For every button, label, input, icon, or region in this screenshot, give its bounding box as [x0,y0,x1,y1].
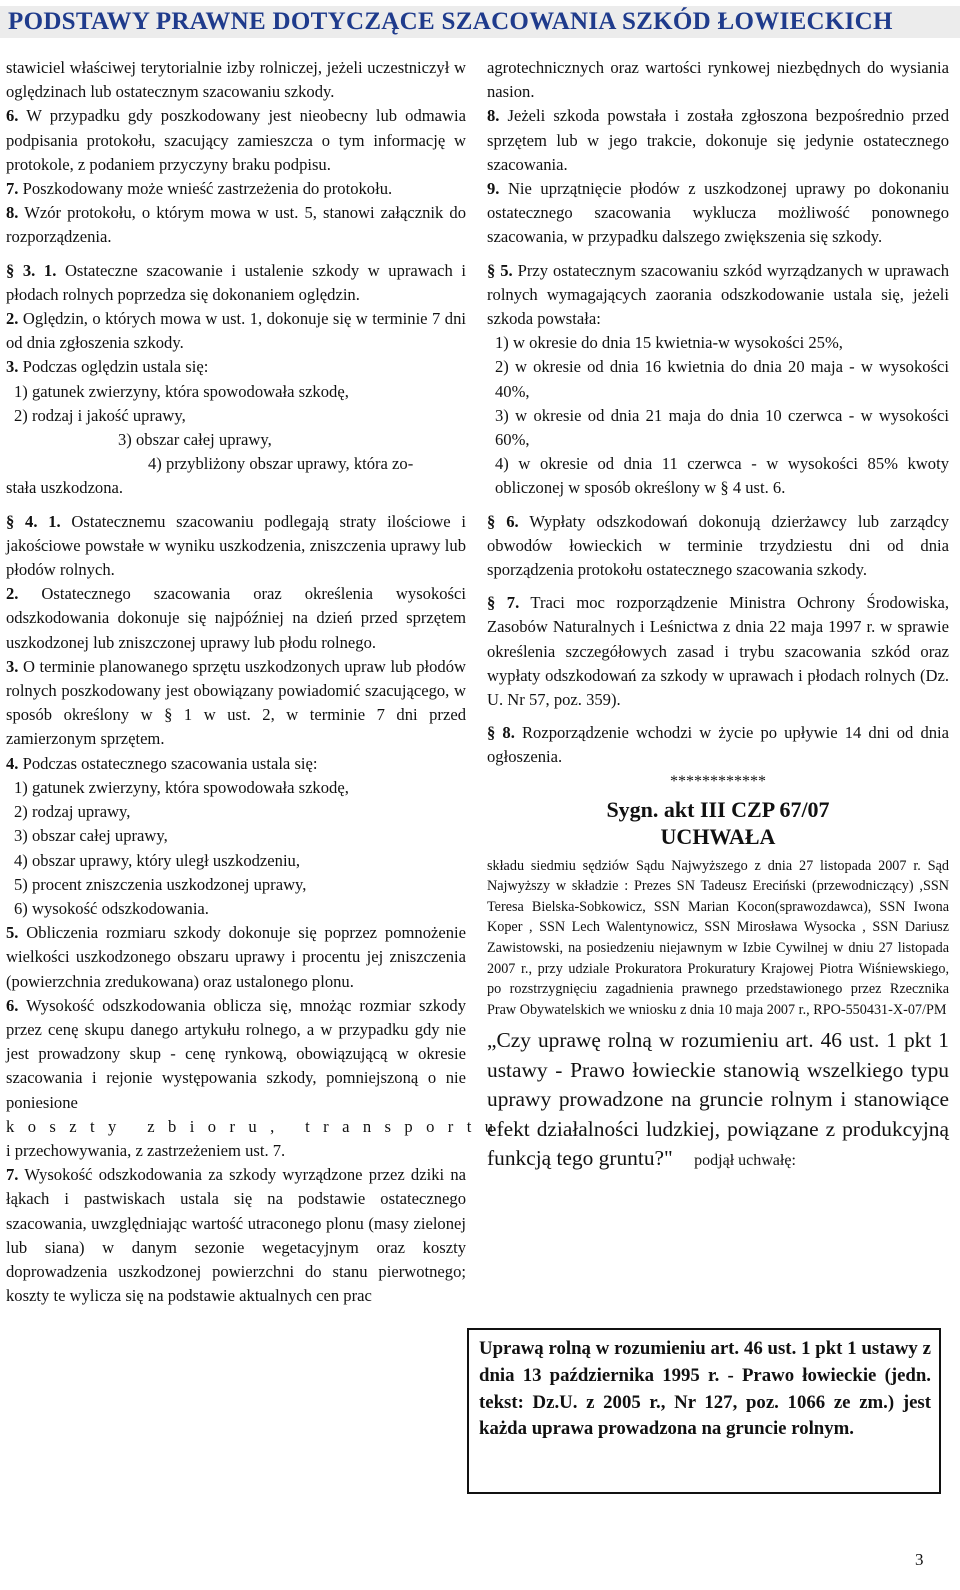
section-paragraph: § 5. Przy ostatecznym szacowaniu szkód wyrządzanych w uprawach rolnych wymagających zaorania odszkodowanie ustala się, jeżeli szkoda powstała: [487,260,950,329]
page-header [0,6,960,38]
paragraph: 9. Nie uprzątnięcie płodów z uszkodzonej uprawy po dokonaniu ostatecznego szacowania wyklucza możliwość ponownego szacowania, w przypadku dalszego zwiększenia się szkody. [487,179,949,247]
list-item-continuation: stała uszkodzona. [6,478,124,498]
paragraph: 3. O terminie planowanego sprzętu uszkodzonych upraw lub płodów rolnych poszkodowany jest obowiązany powiadomić szacującego, w sposób określony w § 1 w ust. 2, w terminie 7 dni przed zamierzonym sprzętem. [6,656,466,749]
court-composition: składu siedmiu sędziów Sądu Najwyższego z dnia 27 listopada 2007 r. Sąd Najwyższy w składzie : Prezes SN Tadeusz Ereciński (przewodniczący) ,SSN Teresa Bielska-Sobkowicz, SSN Marian Kocon(sprawozdawca), SSN Iwona Koper , SSN Lech Walentynowicz, SSN Mirosława Wysocka , SSN Dariusz Zawistowski, na posiedzeniu niejawnym w Izbie Cywilnej w dniu 27 listopada 2007 r., przy udziale Prokuratora Prokuratury Krajowej Piotra Wiśniewskiego, po rozstrzygnięciu zagadnienia prawnego przedstawionego przez Rzecznika Praw Obywatelskich we wniosku z dnia 10 maja 2007 r., RPO-550431-X-07/PM [487,857,949,1018]
list-item: 4) przybliżony obszar uprawy, która zo- [148,454,414,474]
paragraph: 8. Jeżeli szkoda powstała i została zgłoszona bezpośrednio przed sprzętem lub w jego trakcie, dokonuje się jedynie ostatecznego szacowania. [487,106,949,174]
separator-stars: ************ [670,772,766,790]
list-item: 3) obszar całej uprawy, [118,430,272,450]
legal-question: „Czy uprawę rolną w rozumieniu art. 46 ust. 1 pkt 1 ustawy - Prawo łowieckie stanowią wszelkiego typu uprawy prowadzone na gruncie rolnym i stanowiące efekt działalności ludzkiej, powiązane z produkcyjną funkcją tego gruntu?" podjął uchwałę: [487,1028,949,1171]
list-item: 4) w okresie od dnia 11 czerwca - w wysokości 85% kwoty obliczonej w sposób określony w § 4 ust. 6. [495,454,949,498]
list-item: 2) w okresie od dnia 16 kwietnia do dnia 20 maja - w wysokości 40%, [495,357,949,401]
list-item: 1) gatunek zwierzyny, która spowodowała szkodę, [14,381,349,401]
list-item: 1) w okresie do dnia 15 kwietnia-w wysokości 25%, [495,333,843,353]
section-paragraph: § 6. Wypłaty odszkodowań dokonują dzierżawcy lub zarządcy obwodów łowieckich w terminie trzydziestu dni od dnia sporządzenia protokołu ostatecznego szacowania szkody. [487,511,949,580]
list-item: 5) procent zniszczenia uszkodzonej uprawy, [14,874,307,894]
list-item: 6) wysokość odszkodowania. [14,898,209,918]
list-item: 3) obszar całej uprawy, [14,826,168,846]
resolution-box [467,1328,941,1494]
paragraph: 2. Ostatecznego szacowania oraz określenia wysokości odszkodowania dokonuje się najpóźniej na dzień przed sprzętem uszkodzonej lub zniszczonej uprawy lub płodu rolnego. [6,584,466,652]
paragraph-continuation: i przechowywania, z zastrzeżeniem ust. 7. [6,1140,286,1160]
paragraph: 7. Wysokość odszkodowania za szkody wyrządzone przez dziki na łąkach i pastwiskach ustala się na podstawie ostatecznego szacowania, uwzględniając wartość utraconego plonu (masy zielonej lub siana) w danym sezonie wegetacyjnym oraz koszty doprowadzenia uszkodzonej powierzchni do stanu pierwotnego; koszty te wylicza się na podstawie aktualnych cen prac [6,1165,466,1306]
left-column [6,56,507,1308]
page-number: 3 [915,1550,924,1569]
paragraph: 8. Wzór protokołu, o którym mowa w ust. 5, stanowi załącznik do rozporządzenia. [6,203,466,247]
right-column [487,56,949,1176]
section-paragraph: § 8. Rozporządzenie wchodzi w życie po upływie 14 dni od dnia ogłoszenia. [487,723,950,767]
section-paragraph: § 7. Traci moc rozporządzenie Ministra Ochrony Środowiska, Zasobów Naturalnych i Leśnictwa z dnia 22 maja 1997 r. w sprawie określenia szczegółowych zasad i trybu szacowania szkód oraz wypłaty odszkodowań za szkody w uprawach i płodach rolnych (Dz. U. Nr 57, poz. 359). [487,593,949,710]
list-item: 3) w okresie od dnia 21 maja do dnia 10 czerwca - w wysokości 60%, [495,405,949,450]
spaced-line: koszty zbioru, transportu [6,1116,507,1136]
paragraph: 7. Poszkodowany może wnieść zastrzeżenia do protokołu. [6,179,393,199]
resolution-text: Uprawą rolną w rozumieniu art. 46 ust. 1 pkt 1 ustawy z dnia 13 października 1995 r. - Prawo łowieckie (jedn. tekst: Dz.U. z 2005 r., Nr 127, poz. 1066 ze zm.) jest każda uprawa prowadzona na gruncie rolnym. [479,1338,931,1440]
list-item: 2) rodzaj i jakość uprawy, [14,405,186,425]
paragraph: 6. W przypadku gdy poszkodowany jest nieobecny lub odmawia podpisania protokołu, szacujący zamieszcza o tym informację w protokole, z podaniem przyczyny braku podpisu. [6,106,466,174]
section-paragraph: § 4. 1. Ostatecznemu szacowaniu podlegają straty ilościowe i jakościowe powstałe w wyniku uszkodzenia, zniszczenia uprawy lub płodów rolnych. [6,511,467,580]
page-title: PODSTAWY PRAWNE DOTYCZĄCE SZACOWANIA SZKÓD ŁOWIECKICH [8,8,893,35]
paragraph: 2. Oględzin, o których mowa w ust. 1, dokonuje się w terminie 7 dni od dnia zgłoszenia szkody. [6,309,466,353]
paragraph: 5. Obliczenia rozmiaru szkody dokonuje się poprzez pomnożenie wielkości uszkodzonego obszaru uprawy i procentu jej zniszczenia (powierzchnia zredukowana) oraz ustalonego plonu. [6,923,466,991]
paragraph: 4. Podczas ostatecznego szacowania ustala się: [6,753,318,773]
paragraph: agrotechnicznych oraz wartości rynkowej niezbędnych do wysiania nasion. [487,58,949,102]
list-item: 2) rodzaj uprawy, [14,802,131,822]
paragraph: stawiciel właściwej terytorialnie izby rolniczej, jeżeli uczestniczył w oględzinach lub ostatecznym szacowaniu szkody. [6,58,466,102]
list-item: 4) obszar uprawy, który uległ uszkodzeniu, [14,850,301,870]
section-paragraph: § 3. 1. Ostateczne szacowanie i ustalenie szkody w uprawach i płodach rolnych poprzedza się dokonaniem oględzin. [6,260,466,304]
paragraph: 6. Wysokość odszkodowania oblicza się, mnożąc rozmiar szkody przez cenę skupu danego artykułu rolnego, a w przypadku gdy nie jest prowadzony skup - cenę rynkową, obowiązującą w okresie szacowania i rejonie występowania szkody, pomniejszoną o nie poniesione [6,995,466,1112]
case-signature: Sygn. akt III CZP 67/07 [606,796,830,822]
resolution-heading: UCHWAŁA [660,823,776,849]
list-item: 1) gatunek zwierzyny, która spowodowała szkodę, [14,777,349,797]
paragraph: 3. Podczas oględzin ustala się: [6,357,209,377]
